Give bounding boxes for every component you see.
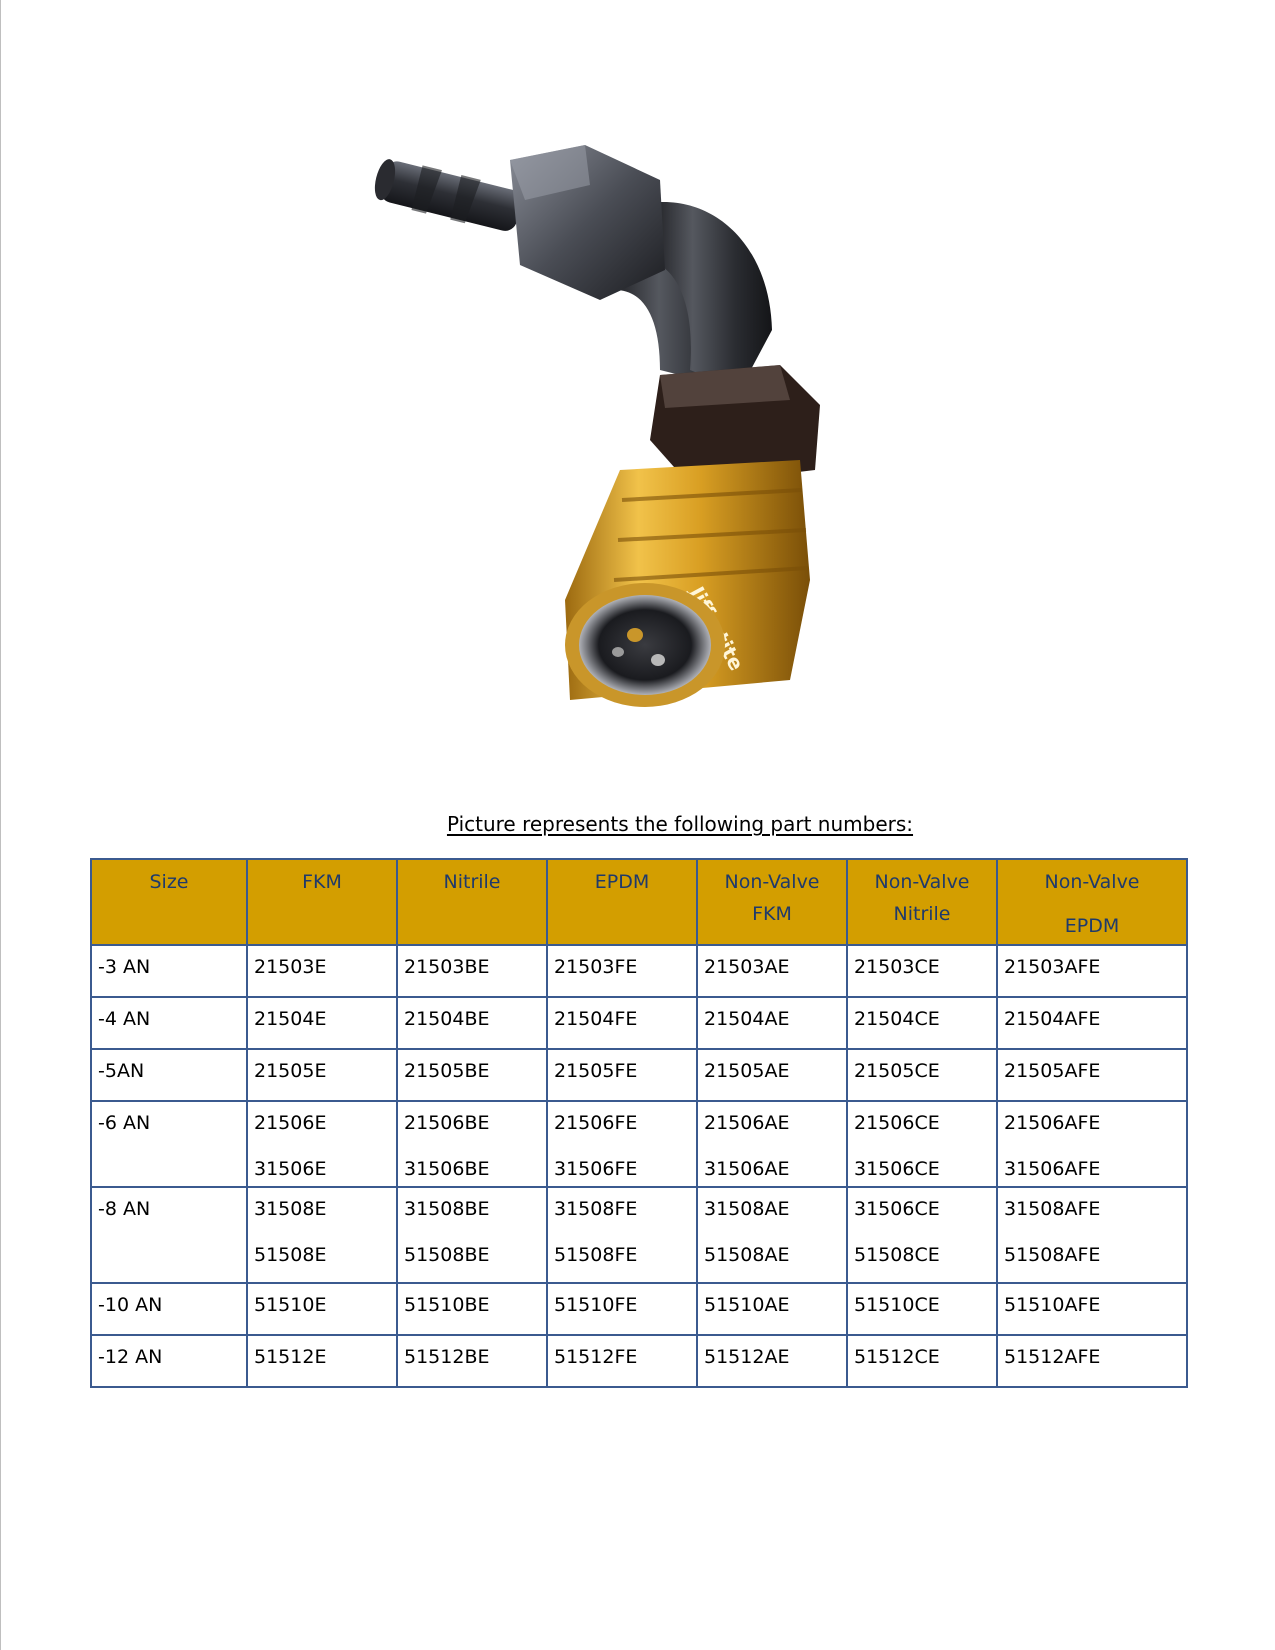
part-number-cell	[547, 1187, 697, 1283]
part-number: 21504BE	[404, 1008, 490, 1030]
part-number-cell	[997, 945, 1187, 997]
part-number: 51508CE	[854, 1244, 940, 1266]
part-number: 21504AFE	[1004, 1008, 1101, 1030]
part-number: 31506AE	[704, 1158, 790, 1180]
header-row	[91, 859, 1187, 945]
table-row	[91, 1049, 1187, 1101]
column-header-line: EPDM	[1064, 915, 1120, 937]
part-number-cell	[397, 1101, 547, 1187]
part-number-cell	[397, 1335, 547, 1387]
column-header-nv-epdm	[997, 859, 1187, 945]
column-header-line: EPDM	[594, 871, 650, 893]
part-number: 21506E	[254, 1112, 327, 1134]
part-number: 21503BE	[404, 956, 490, 978]
part-number-cell	[547, 1335, 697, 1387]
part-number-cell	[547, 1101, 697, 1187]
part-number-cell	[547, 1283, 697, 1335]
part-number-cell	[697, 1187, 847, 1283]
part-number-cell	[247, 945, 397, 997]
column-header-line: Non-Valve	[1044, 871, 1140, 893]
part-number: 51512CE	[854, 1346, 940, 1368]
part-number: 31506BE	[404, 1158, 490, 1180]
table-row	[91, 1335, 1187, 1387]
part-number-cell	[847, 1335, 997, 1387]
part-number-cell	[847, 1283, 997, 1335]
part-number: 21506CE	[854, 1112, 940, 1134]
part-number: 31506E	[254, 1158, 327, 1180]
part-number-cell	[697, 945, 847, 997]
part-number: 51508FE	[554, 1244, 638, 1266]
part-number: 51508E	[254, 1244, 327, 1266]
part-number: 21505AFE	[1004, 1060, 1101, 1082]
part-number: 21505FE	[554, 1060, 638, 1082]
part-number-cell	[997, 997, 1187, 1049]
column-header-line: Non-Valve	[874, 871, 970, 893]
part-number: 51512FE	[554, 1346, 638, 1368]
table-row	[91, 1101, 1187, 1187]
table-caption: Picture represents the following part numbers:	[446, 812, 914, 836]
column-header-line: FKM	[752, 903, 792, 925]
part-number: 21503AE	[704, 956, 790, 978]
table-header	[91, 859, 1187, 945]
part-number-table	[90, 858, 1188, 1388]
part-number-cell	[547, 945, 697, 997]
part-number: 31506FE	[554, 1158, 638, 1180]
part-number: 21505AE	[704, 1060, 790, 1082]
part-number: 21506AFE	[1004, 1112, 1101, 1134]
part-number-cell	[247, 1049, 397, 1101]
part-number-cell	[547, 997, 697, 1049]
part-number-cell	[847, 945, 997, 997]
part-number-cell	[697, 997, 847, 1049]
part-number: 51508BE	[404, 1244, 490, 1266]
part-number-cell	[397, 945, 547, 997]
column-header-line: Nitrile	[893, 903, 951, 925]
hose-barb	[371, 155, 525, 235]
part-number-cell	[397, 1283, 547, 1335]
part-number: 21506FE	[554, 1112, 638, 1134]
part-number: 51510FE	[554, 1294, 638, 1316]
size-cell: -4 AN	[91, 997, 247, 1049]
part-number: 31506CE	[854, 1198, 940, 1220]
part-number-cell	[397, 1187, 547, 1283]
part-number: 21504AE	[704, 1008, 790, 1030]
part-number: 21504CE	[854, 1008, 940, 1030]
column-header-line: FKM	[302, 871, 342, 893]
part-number: 21505BE	[404, 1060, 490, 1082]
column-header-nv-nitrile	[847, 859, 997, 945]
part-number: 21503E	[254, 956, 327, 978]
part-number-cell	[247, 997, 397, 1049]
size-cell: -5AN	[91, 1049, 247, 1101]
column-header-nitrile	[397, 859, 547, 945]
part-number-cell	[697, 1283, 847, 1335]
part-number: 51508AFE	[1004, 1244, 1101, 1266]
part-number: 21506BE	[404, 1112, 490, 1134]
part-number-cell	[247, 1187, 397, 1283]
part-number: 51510CE	[854, 1294, 940, 1316]
size-cell: -8 AN	[91, 1187, 247, 1283]
part-number-cell	[697, 1049, 847, 1101]
table-row	[91, 1283, 1187, 1335]
part-number: 31506AFE	[1004, 1158, 1101, 1180]
part-number-cell	[997, 1187, 1187, 1283]
column-header-size	[91, 859, 247, 945]
part-number: 21505E	[254, 1060, 327, 1082]
column-header-line: Non-Valve	[724, 871, 820, 893]
part-number: 51512BE	[404, 1346, 490, 1368]
part-number-cell	[247, 1335, 397, 1387]
table-row	[91, 1187, 1187, 1283]
part-number: 21503CE	[854, 956, 940, 978]
part-number-cell	[697, 1335, 847, 1387]
product-photo	[360, 140, 880, 760]
part-number: 31508AE	[704, 1198, 790, 1220]
table-body	[91, 945, 1187, 1387]
part-number-cell	[847, 1049, 997, 1101]
table-row	[91, 945, 1187, 997]
part-number: 51512E	[254, 1346, 327, 1368]
part-number-cell	[697, 1101, 847, 1187]
part-number-cell	[397, 1049, 547, 1101]
size-cell: -6 AN	[91, 1101, 247, 1187]
part-number: 51512AE	[704, 1346, 790, 1368]
part-number: 51508AE	[704, 1244, 790, 1266]
part-number: 51510AFE	[1004, 1294, 1101, 1316]
part-number: 31508BE	[404, 1198, 490, 1220]
part-number: 21504E	[254, 1008, 327, 1030]
part-number-cell	[847, 997, 997, 1049]
part-number-cell	[847, 1101, 997, 1187]
part-number-cell	[247, 1283, 397, 1335]
part-number: 21503AFE	[1004, 956, 1101, 978]
part-number-cell	[997, 1101, 1187, 1187]
table-row	[91, 997, 1187, 1049]
part-number-cell	[247, 1101, 397, 1187]
size-cell: -12 AN	[91, 1335, 247, 1387]
part-number: 21505CE	[854, 1060, 940, 1082]
size-cell: -10 AN	[91, 1283, 247, 1335]
part-number: 51510AE	[704, 1294, 790, 1316]
part-number: 21503FE	[554, 956, 638, 978]
column-header-epdm	[547, 859, 697, 945]
part-number: 21504FE	[554, 1008, 638, 1030]
part-number: 31508AFE	[1004, 1198, 1101, 1220]
part-number: 31508E	[254, 1198, 327, 1220]
part-number-cell	[547, 1049, 697, 1101]
part-number-cell	[997, 1335, 1187, 1387]
part-number-cell	[997, 1049, 1187, 1101]
part-number: 51510E	[254, 1294, 327, 1316]
part-number-cell	[397, 997, 547, 1049]
part-number: 51510BE	[404, 1294, 490, 1316]
part-number: 31506CE	[854, 1158, 940, 1180]
column-header-line: Nitrile	[443, 871, 501, 893]
part-number: 21506AE	[704, 1112, 790, 1134]
part-number-cell	[997, 1283, 1187, 1335]
column-header-nv-fkm	[697, 859, 847, 945]
part-number: 31508FE	[554, 1198, 638, 1220]
size-cell: -3 AN	[91, 945, 247, 997]
part-number-cell	[847, 1187, 997, 1283]
column-header-line: Size	[149, 871, 189, 893]
column-header-fkm	[247, 859, 397, 945]
part-number: 51512AFE	[1004, 1346, 1101, 1368]
